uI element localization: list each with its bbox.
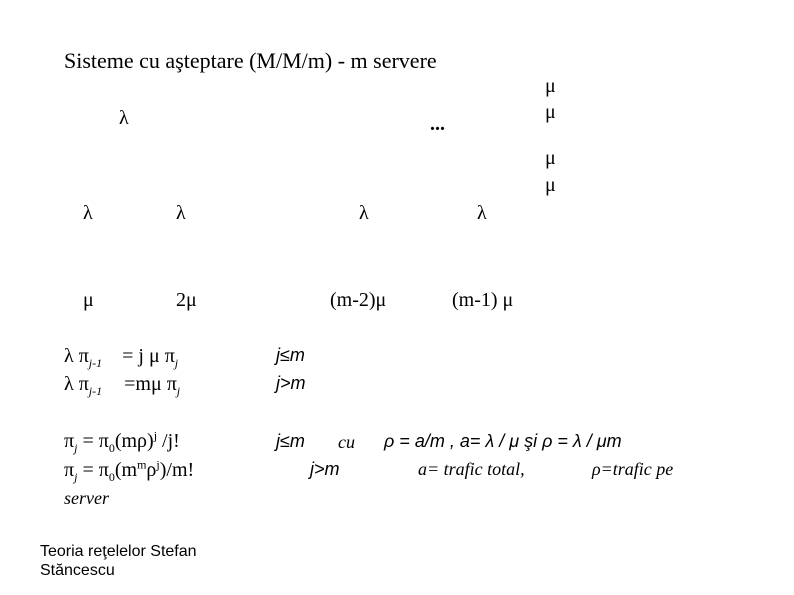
- solution-equation: $\pi_j = \pi_0(m^m\rho^j)/m$!: [64, 457, 195, 484]
- footer-line: Teoria reţelelor Stefan: [40, 543, 197, 560]
- rho-label: ρ=trafic pe: [592, 459, 674, 479]
- rho-definition: ρ = a/m , a= λ / μ şi ρ = λ / μm: [384, 431, 622, 451]
- condition: j>m: [276, 373, 306, 393]
- lambda-input: λ: [119, 107, 129, 129]
- mu-symbol: μ: [545, 75, 556, 97]
- footer-line: Stăncescu: [40, 562, 115, 579]
- server-word: server: [64, 488, 109, 508]
- arrival-rate: λ: [359, 202, 369, 224]
- mu-symbol: μ: [545, 101, 556, 123]
- cu-word: cu: [338, 432, 355, 452]
- service-rate: μ: [83, 289, 94, 311]
- arrival-rate: λ: [477, 202, 487, 224]
- slide-title: Sisteme cu aşteptare (M/M/m) - m servere: [64, 48, 437, 73]
- arrival-rate: λ: [176, 202, 186, 224]
- condition: j>m: [310, 459, 340, 479]
- condition: j≤m: [276, 345, 305, 365]
- service-rate: 2μ: [176, 289, 197, 311]
- condition: j≤m: [276, 431, 305, 451]
- mu-symbol: μ: [545, 147, 556, 169]
- balance-equation: λ $\pi_{j-1} = j$ μ $\pi_j$: [64, 345, 179, 370]
- service-rate: (m-1) μ: [452, 289, 514, 311]
- service-rate: (m-2)μ: [330, 289, 387, 311]
- balance-equation: λ $\pi_{j-1} =m\mu$ $\pi_j$: [64, 373, 181, 398]
- solution-equation: $\pi_j = \pi_0(m\rho)^j$ /j!: [64, 428, 180, 455]
- arrival-rate: λ: [83, 202, 93, 224]
- mu-symbol: μ: [545, 174, 556, 196]
- traffic-definition: a= trafic total,: [418, 459, 525, 479]
- ellipsis: ...: [430, 113, 445, 135]
